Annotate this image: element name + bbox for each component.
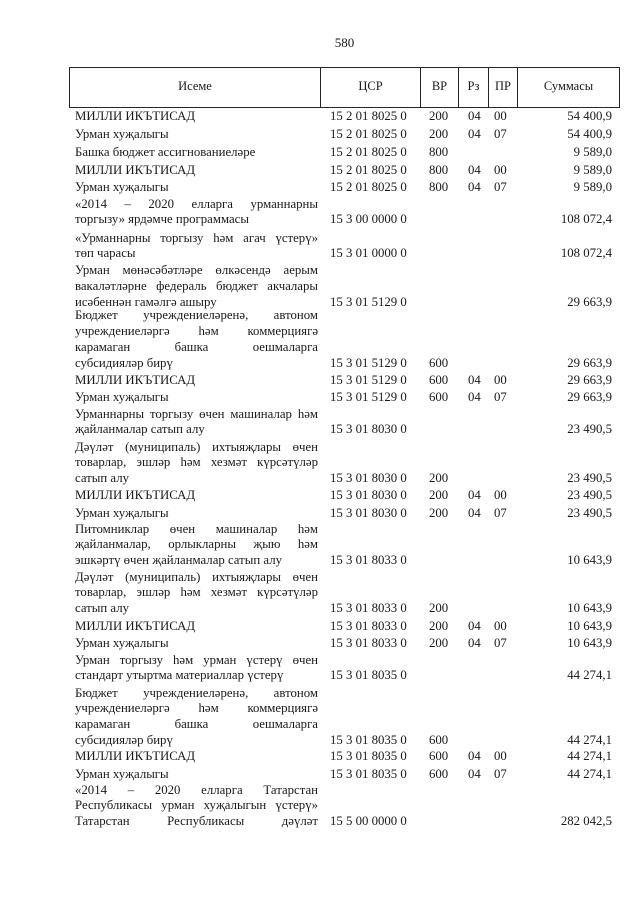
row-csr: 15 3 01 0000 0 [330,246,407,261]
row-name-cell [69,308,320,371]
row-name-line: Урман хуҗалыгы [75,766,169,781]
table-row [69,127,620,143]
row-name-line: субсидияләр бирү [75,355,173,370]
row-sum: 10 643,9 [567,618,612,633]
row-rz: 04 [468,749,481,763]
row-csr: 15 3 00 0000 0 [330,212,407,227]
row-vr: 200 [429,618,449,633]
row-pr: 07 [494,389,507,404]
row-name-line: Урман хуҗалыгы [75,389,169,404]
row-vr: 200 [429,601,449,616]
row-csr: 15 3 01 8035 0 [330,766,407,781]
row-name-line: Урман хуҗалыгы [75,505,169,520]
row-sum: 10 643,9 [567,601,612,616]
table-row [69,488,620,504]
row-name-cell [69,373,320,389]
row-pr: 00 [494,108,507,123]
row-pr: 07 [494,505,507,520]
row-pr: 00 [494,487,507,502]
row-pr: 07 [494,126,507,141]
table-row [69,653,620,685]
row-vr: 800 [429,144,449,159]
row-name-cell [69,145,320,161]
row-sum: 9 589,0 [573,179,612,194]
row-name-cell [69,783,320,830]
row-rz: 04 [468,108,481,123]
row-name-cell [69,686,320,749]
row-sum: 108 072,4 [560,246,612,261]
row-name-line: Бюджет учреждениеләренә, автоном [75,685,318,700]
row-name-line: карамаган башка оешмаларга [75,339,318,354]
row-name-line: МИЛЛИ ИКЪТИСАД [75,749,196,763]
row-sum: 44 274,1 [567,749,612,763]
row-sum: 282 042,5 [560,814,612,829]
row-name-cell [69,440,320,487]
row-name-line: учреждениеләргә һәм коммерциягә [75,701,318,716]
row-rz: 04 [468,372,481,387]
row-sum: 23 490,5 [567,471,612,486]
row-sum: 23 490,5 [567,505,612,520]
header-csr: ЦСР [320,68,420,107]
row-name-line: Урман торгызу һәм урман үстерү өчен [75,652,318,667]
row-vr: 200 [429,126,449,141]
row-name-cell [69,163,320,179]
row-name-line: Питомниклар өчен машиналар һәм [75,521,318,536]
row-name-line: товарлар, эшләр һәм хезмәт күрсәтүләр [75,455,318,470]
row-name-line: «Урманнарны торгызу һәм агач үстерү» [75,230,318,245]
row-csr: 15 2 01 8025 0 [330,108,407,123]
row-name-line: стандарт утыртма материаллар үстерү [75,668,284,683]
row-csr: 15 3 01 5129 0 [330,372,407,387]
header-rz: Рз [458,68,488,107]
row-name-line: эшкәртү өчен җайланмалар сатып алу [75,553,282,568]
row-name-line: «2014 – 2020 елларга Татарстан [75,782,318,797]
row-rz: 04 [468,766,481,781]
row-name-line: Урман мөнәсәбәтләре өлкәсендә аерым [75,263,318,277]
table-row [69,767,620,783]
row-vr: 600 [429,372,449,387]
row-name-cell [69,109,320,125]
row-sum: 29 663,9 [567,355,612,370]
row-sum: 29 663,9 [567,294,612,309]
row-sum: 29 663,9 [567,372,612,387]
table-row [69,570,620,617]
row-name-line: Урман хуҗалыгы [75,635,169,650]
row-name-cell [69,636,320,652]
row-name-line: сатып алу [75,601,129,616]
row-csr: 15 2 01 8025 0 [330,144,407,159]
row-csr: 15 3 01 8033 0 [330,601,407,616]
row-name-line: субсидияләр бирү [75,732,173,747]
row-name-cell [69,488,320,504]
table-row [69,373,620,389]
row-name-cell [69,197,320,229]
page-number: 580 [334,35,355,50]
row-vr: 200 [429,505,449,520]
row-pr: 07 [494,635,507,650]
row-rz: 04 [468,618,481,633]
row-name-line: Дәүләт (муниципаль) ихтыяҗлары өчен [75,439,318,454]
header-sum: Суммасы [517,68,619,107]
row-csr: 15 2 01 8025 0 [330,126,407,141]
row-csr: 15 3 01 8030 0 [330,422,407,437]
row-csr: 15 2 01 8025 0 [330,179,407,194]
row-name-line: Республикасы урман хуҗалыгын үстерү» [75,798,318,813]
row-sum: 9 589,0 [573,144,612,159]
row-rz: 04 [468,635,481,650]
row-name-cell [69,749,320,765]
row-pr: 07 [494,179,507,194]
table-row [69,440,620,487]
row-name-line: җайланмалар, орлыкларны җыю һәм [75,537,318,552]
row-vr: 600 [429,732,449,747]
row-vr: 800 [429,162,449,177]
row-name-line: карамаган башка оешмаларга [75,717,318,732]
table-row [69,636,620,652]
row-vr: 600 [429,766,449,781]
row-csr: 15 3 01 8035 0 [330,668,407,683]
row-sum: 9 589,0 [573,162,612,177]
table-row [69,522,620,569]
header-name: Исеме [178,79,212,93]
row-sum: 54 400,9 [567,108,612,123]
row-csr: 15 3 01 8033 0 [330,553,407,568]
row-vr: 800 [429,179,449,194]
row-name-cell [69,263,320,310]
row-sum: 23 490,5 [567,422,612,437]
row-name-line: Урман хуҗалыгы [75,126,169,141]
row-vr: 200 [429,471,449,486]
row-rz: 04 [468,487,481,502]
row-name-line: Урман хуҗалыгы [75,179,169,194]
row-vr: 600 [429,355,449,370]
table-header [69,67,620,108]
row-csr: 15 3 01 5129 0 [330,389,407,404]
row-name-cell [69,767,320,783]
row-csr: 15 5 00 0000 0 [330,814,407,829]
row-name-line: Татарстан Республикасы дәүләт [75,814,318,829]
row-name-line: Урманнарны торгызу өчен машиналар һәм [75,406,318,421]
row-sum: 10 643,9 [567,553,612,568]
row-vr: 200 [429,487,449,502]
row-name-line: Бюджет учреждениеләренә, автоном [75,308,318,323]
row-name-cell [69,231,320,263]
row-name-line: товарлар, эшләр һәм хезмәт күрсәтүләр [75,585,318,600]
row-rz: 04 [468,179,481,194]
row-name-line: МИЛЛИ ИКЪТИСАД [75,487,196,502]
row-pr: 00 [494,372,507,387]
table-row [69,783,620,830]
row-vr: 200 [429,635,449,650]
row-name-line: МИЛЛИ ИКЪТИСАД [75,108,196,123]
row-rz: 04 [468,505,481,520]
row-sum: 29 663,9 [567,389,612,404]
row-name-line: торгызу» ярдәмче программасы [75,212,249,227]
row-csr: 15 3 01 8030 0 [330,471,407,486]
row-vr: 600 [429,389,449,404]
table-row [69,145,620,161]
row-sum: 44 274,1 [567,732,612,747]
row-csr: 15 3 01 8030 0 [330,505,407,520]
table-row [69,686,620,749]
row-sum: 10 643,9 [567,635,612,650]
row-name-line: учреждениеләргә һәм коммерциягә [75,324,318,339]
row-vr: 200 [429,108,449,123]
row-csr: 15 3 01 8030 0 [330,487,407,502]
row-pr: 07 [494,766,507,781]
row-sum: 44 274,1 [567,766,612,781]
header-pr: ПР [488,68,517,107]
row-name-cell [69,180,320,196]
table-row [69,197,620,229]
row-name-line: «2014 – 2020 елларга урманнарны [75,196,318,211]
row-rz: 04 [468,162,481,177]
row-name-cell [69,570,320,617]
row-vr: 600 [429,749,449,763]
row-csr: 15 2 01 8025 0 [330,162,407,177]
row-sum: 23 490,5 [567,487,612,502]
row-rz: 04 [468,126,481,141]
row-csr: 15 3 01 8035 0 [330,749,407,763]
row-rz: 04 [468,389,481,404]
row-pr: 00 [494,162,507,177]
row-name-line: МИЛЛИ ИКЪТИСАД [75,618,196,633]
table-row [69,407,620,439]
row-name-cell [69,407,320,439]
row-name-line: Дәүләт (муниципаль) ихтыяҗлары өчен [75,569,318,584]
row-name-line: җайланмалар сатып алу [75,422,205,437]
row-name-cell [69,390,320,406]
row-csr: 15 3 01 8033 0 [330,618,407,633]
row-csr: 15 3 01 5129 0 [330,355,407,370]
row-csr: 15 3 01 8033 0 [330,635,407,650]
table-row [69,109,620,125]
header-vr: ВР [420,68,458,107]
row-csr: 15 3 01 8035 0 [330,732,407,747]
row-sum: 108 072,4 [560,212,612,227]
table-row [69,390,620,406]
row-csr: 15 3 01 5129 0 [330,294,407,309]
row-name-cell [69,653,320,685]
row-pr: 00 [494,749,507,763]
row-name-cell [69,619,320,635]
row-name-cell [69,506,320,522]
row-name-line: төп чарасы [75,246,136,261]
table-row [69,308,620,371]
table-row [69,180,620,196]
row-name-line: МИЛЛИ ИКЪТИСАД [75,162,196,177]
table-row [69,163,620,179]
row-name-line: Башка бюджет ассигнованиеләре [75,144,256,159]
table-row [69,619,620,635]
row-sum: 44 274,1 [567,668,612,683]
row-pr: 00 [494,618,507,633]
row-name-line: вакаләтләрне федераль бюджет акчалары [75,278,318,293]
row-name-line: сатып алу [75,471,129,486]
row-name-cell [69,522,320,569]
row-name-line: МИЛЛИ ИКЪТИСАД [75,372,196,387]
row-name-cell [69,127,320,143]
row-name-line: исәбеннән гамәлгә ашыру [75,294,217,309]
table-row [69,263,620,310]
table-row [69,231,620,263]
row-sum: 54 400,9 [567,126,612,141]
table-row [69,749,620,765]
table-row [69,506,620,522]
